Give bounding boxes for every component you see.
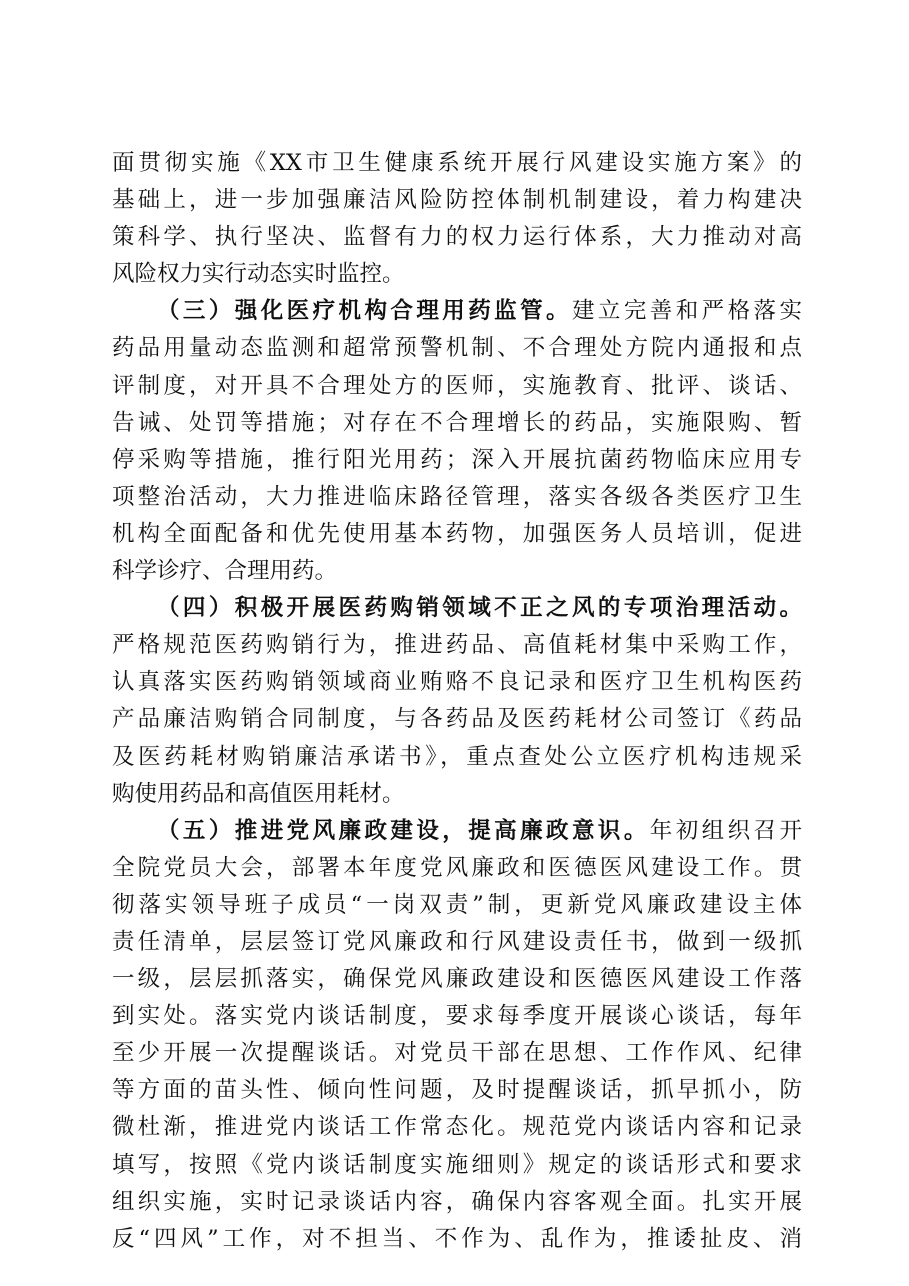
text-line: 面贯彻实施《XX市卫生健康系统开展行风建设实施方案》的 [112, 150, 802, 176]
text-line: 到实处。落实党内谈话制度，要求每季度开展谈心谈话，每年 [112, 1003, 802, 1030]
text-line [112, 813, 802, 850]
text-line: 机构全面配备和优先使用基本药物，加强医务人员培训，促进 [112, 520, 802, 547]
document-body [112, 145, 802, 1258]
text-line: 购使用药品和高值医用耗材。 [112, 780, 405, 807]
text-line: 产品廉洁购销合同制度，与各药品及医药耗材公司签订《药品 [112, 706, 802, 733]
text-line: 填写，按照《党内谈话制度实施细则》规定的谈话形式和要求 [112, 1151, 802, 1178]
text-line [112, 590, 802, 627]
section-heading: （三）强化医疗机构合理用药监管。 [157, 298, 572, 325]
text-line: 一级，层层抓落实，确保党风廉政建设和医德医风建设工作落 [112, 966, 802, 993]
text-line: 责任清单，层层签订党风廉政和行风建设责任书，做到一级抓 [112, 928, 802, 955]
paragraph-continuation [112, 145, 802, 293]
text-line: 停采购等措施，推行阳光用药；深入开展抗菌药物临床应用专 [112, 446, 802, 473]
text-line [112, 293, 802, 330]
text-line: 反“四风”工作，对不担当、不作为、乱作为，推诿扯皮、消 [112, 1225, 802, 1252]
text-line: 组织实施，实时记录谈话内容，确保内容客观全面。扎实开展 [112, 1188, 802, 1215]
paragraph-rational-drug-use [112, 293, 802, 590]
paragraph-party-integrity [112, 813, 802, 1258]
text-line: 至少开展一次提醒谈话。对党员干部在思想、工作作风、纪律 [112, 1040, 802, 1067]
text-run: 年初组织召开 [649, 817, 802, 844]
text-run: 建立完善和严格落实 [571, 298, 802, 325]
text-line: 药品用量动态监测和超常预警机制、不合理处方院内通报和点 [112, 335, 802, 362]
text-line: 策科学、执行坚决、监督有力的权力运行体系，大力推动对高 [112, 224, 802, 251]
text-line: 项整治活动，大力推进临床路径管理，落实各级各类医疗卫生 [112, 483, 802, 510]
text-line: 及医药耗材购销廉洁承诺书》，重点查处公立医疗机构违规采 [112, 743, 802, 770]
text-line: 彻落实领导班子成员“一岗双责”制，更新党风廉政建设主体 [112, 891, 802, 918]
text-line: 基础上，进一步加强廉洁风险防控体制机制建设，着力构建决 [112, 187, 802, 214]
text-line: 科学诊疗、合理用药。 [112, 558, 338, 585]
text-line: 严格规范医药购销行为，推进药品、高值耗材集中采购工作， [112, 632, 802, 659]
section-heading: （四）积极开展医药购销领域不正之风的专项治理活动。 [157, 595, 802, 622]
text-line: 全院党员大会，部署本年度党风廉政和医德医风建设工作。贯 [112, 854, 802, 881]
text-line: 等方面的苗头性、倾向性问题，及时提醒谈话，抓早抓小，防 [112, 1077, 802, 1104]
text-line: 风险权力实行动态实时监控。 [112, 261, 405, 288]
text-line: 微杜渐，推进党内谈话工作常态化。规范党内谈话内容和记录 [112, 1114, 802, 1141]
text-line: 告诫、处罚等措施；对存在不合理增长的药品，实施限购、暂 [112, 409, 802, 436]
text-line: 评制度，对开具不合理处方的医师，实施教育、批评、谈话、 [112, 372, 802, 399]
section-heading: （五）推进党风廉政建设，提高廉政意识。 [157, 817, 650, 844]
text-line: 认真落实医药购销领域商业贿赂不良记录和医疗卫生机构医药 [112, 669, 802, 696]
paragraph-procurement-governance [112, 590, 802, 813]
